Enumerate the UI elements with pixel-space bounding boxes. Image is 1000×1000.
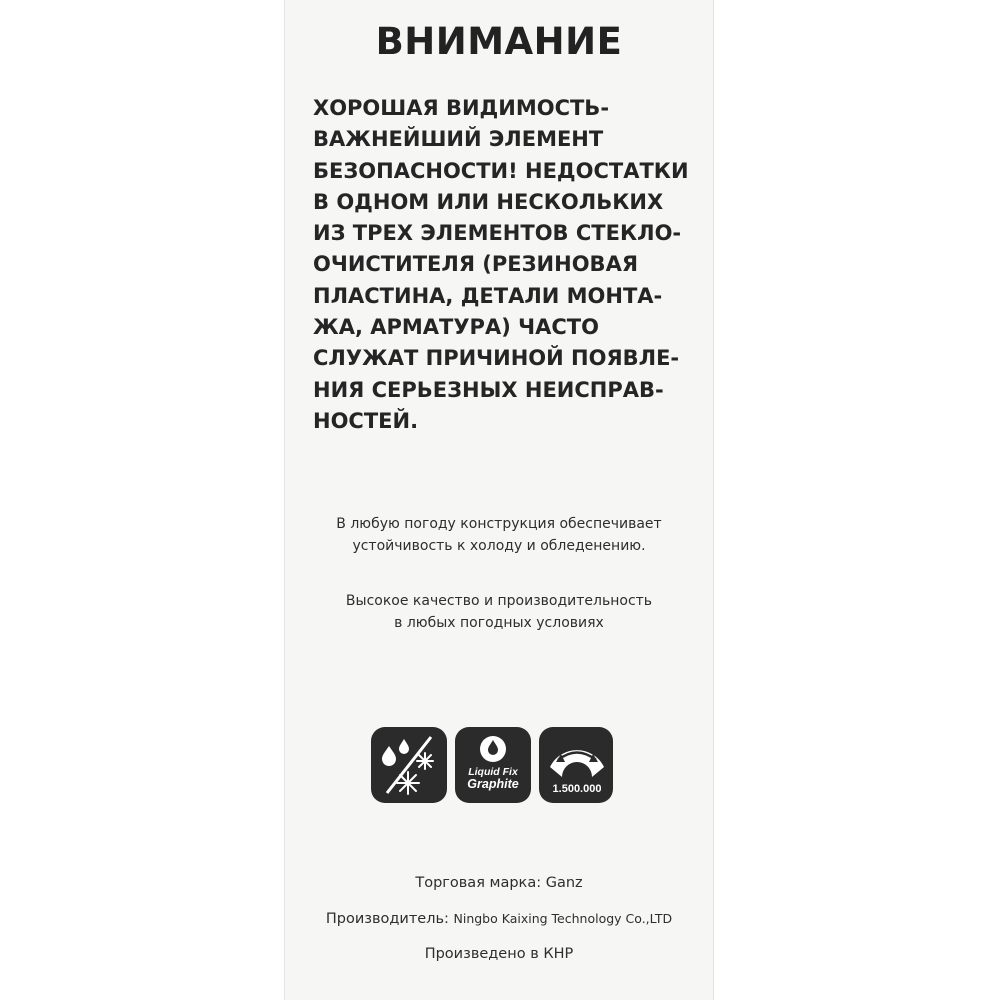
feature-icons bbox=[371, 727, 627, 803]
paragraph-line: в любых погодных условиях bbox=[394, 615, 604, 631]
paragraph-line: устойчивость к холоду и обледенению. bbox=[352, 538, 646, 554]
manufacturer-label: Производитель: bbox=[325, 911, 449, 927]
liquid-fix-label: Liquid Fix bbox=[468, 766, 518, 778]
manufacturer-value: Ningbo Kaixing Technology Co.,LTD bbox=[453, 911, 673, 926]
warning-line: НОСТЕЙ. bbox=[313, 408, 419, 433]
warning-line: ЖА, АРМАТУРА) ЧАСТО bbox=[313, 315, 599, 340]
manufacturer-line bbox=[285, 911, 713, 927]
paragraph-line: В любую погоду конструкция обеспечивает bbox=[336, 516, 662, 532]
cycles-label: 1.500.000 bbox=[552, 783, 602, 795]
wiper-cycles-icon bbox=[539, 727, 613, 803]
paragraph-line: Высокое качество и производительность bbox=[345, 593, 653, 609]
warning-line: ПЛАСТИНА, ДЕТАЛИ МОНТА- bbox=[313, 283, 663, 308]
warning-line: СЛУЖАТ ПРИЧИНОЙ ПОЯВЛЕ- bbox=[313, 346, 680, 371]
warning-text bbox=[313, 93, 708, 437]
trademark-label: Торговая марка: bbox=[415, 875, 542, 891]
page-title: ВНИМАНИЕ bbox=[375, 20, 623, 63]
packaging-panel bbox=[285, 0, 713, 1000]
trademark-value: Ganz bbox=[545, 875, 583, 891]
warning-line: В ОДНОМ ИЛИ НЕСКОЛЬКИХ bbox=[313, 189, 664, 214]
warning-line: ИЗ ТРЕХ ЭЛЕМЕНТОВ СТЕКЛО- bbox=[313, 221, 682, 246]
quality-text bbox=[285, 590, 713, 634]
origin-line: Произведено в КНР bbox=[424, 946, 574, 962]
warning-line: БЕЗОПАСНОСТИ! НЕДОСТАТКИ bbox=[313, 158, 689, 183]
liquid-fix-graphite-icon bbox=[455, 727, 531, 803]
warning-line: ХОРОШАЯ ВИДИМОСТЬ- bbox=[313, 96, 610, 120]
warning-line: ОЧИСТИТЕЛЯ (РЕЗИНОВАЯ bbox=[313, 252, 638, 277]
graphite-label: Graphite bbox=[467, 777, 519, 791]
warning-line: ВАЖНЕЙШИЙ ЭЛЕМЕНТ bbox=[313, 127, 604, 152]
rain-snow-icon bbox=[371, 727, 447, 803]
weather-resistance-text bbox=[285, 513, 713, 557]
trademark-line bbox=[285, 875, 713, 891]
warning-line: НИЯ СЕРЬЕЗНЫХ НЕИСПРАВ- bbox=[313, 377, 664, 402]
